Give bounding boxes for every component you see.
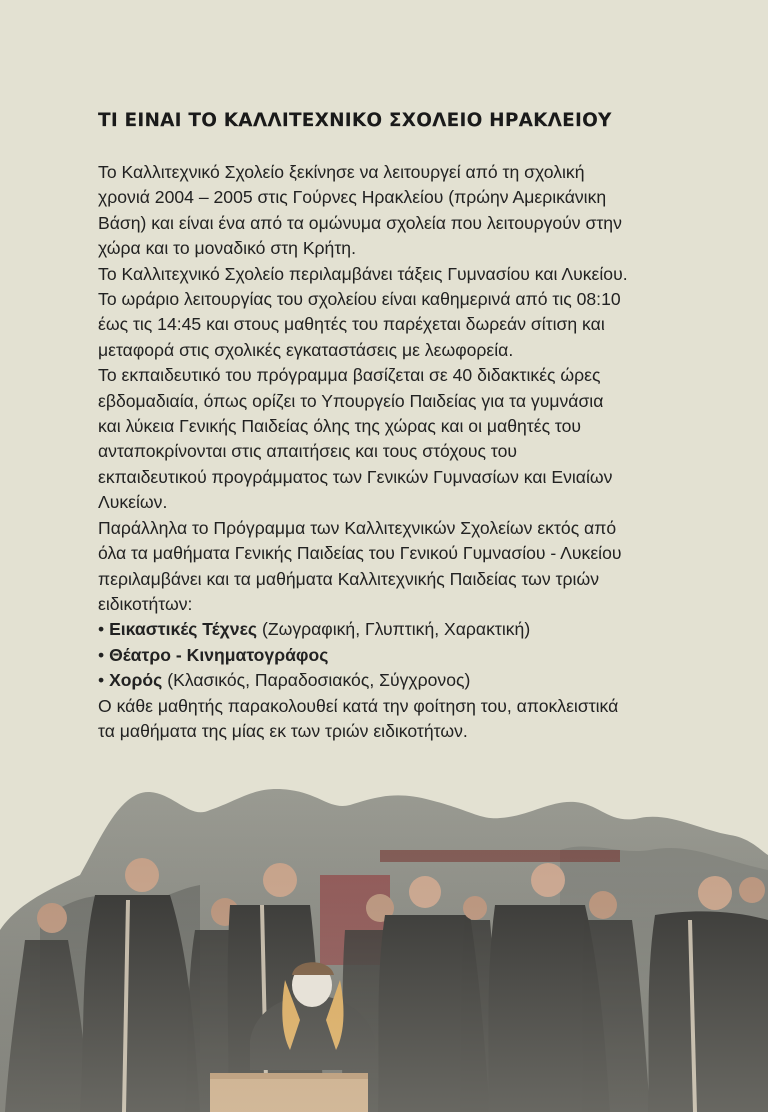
text-line: όλα τα μαθήματα Γενικής Παιδείας του Γενικού Γυμνασίου - Λυκείου [98,543,622,564]
specialty-name: Χορός [109,670,163,691]
specialty-item [98,643,738,668]
specialty-item [98,617,738,642]
text-line: Λυκείων. [98,492,168,513]
body-text [98,160,738,744]
text-line: μεταφορά στις σχολικές εγκαταστάσεις με λεωφορεία. [98,339,514,360]
page-title: ΤΙ ΕΙΝΑΙ ΤΟ ΚΑΛΛΙΤΕΧΝΙΚΟ ΣΧΟΛΕΙΟ ΗΡΑΚΛΕΙΟΥ [98,110,612,131]
specialty-item [98,668,738,693]
specialty-name: Θέατρο - Κινηματογράφος [109,644,329,665]
text-line: Το Καλλιτεχνικό Σχολείο ξεκίνησε να λειτουργεί από τη σχολική [98,162,585,182]
text-line: ανταποκρίνονται στις απαιτήσεις και τους στόχους του [98,441,518,462]
text-line: Βάση) και είναι ένα από τα ομώνυμα σχολεία που λειτουργούν στην [98,212,622,233]
text-line: ειδικοτήτων: [98,593,193,614]
text-line: χώρα και το μοναδικό στη Κρήτη. [98,238,356,259]
text-line: Το εκπαιδευτικό του πρόγραμμα βασίζεται σε 40 διδακτικές ώρες [98,365,601,386]
text-line: Το ωράριο λειτουργίας του σχολείου είναι καθημερινά από τις 08:10 [98,289,621,310]
text-line: και λύκεια Γενικής Παιδείας όλης της χώρας και οι μαθητές του [98,416,582,437]
bullet: • [98,644,105,665]
specialty-detail: (Ζωγραφική, Γλυπτική, Χαρακτική) [261,619,531,640]
text-line: εβδομαδιαία, όπως ορίζει το Υπουργείο Παιδείας για τα γυμνάσια [98,390,604,411]
text-line: Παράλληλα το Πρόγραμμα των Καλλιτεχνικών Σχολείων εκτός από [98,517,617,538]
specialty-detail: (Κλασικός, Παραδοσιακός, Σύγχρονος) [167,670,471,691]
text-line: τα μαθήματα της μίας εκ των τριών ειδικοτήτων. [98,720,468,741]
text-line: έως τις 14:45 και στους μαθητές του παρέχεται δωρεάν σίτιση και [98,314,605,335]
bullet: • [98,619,105,640]
specialty-name: Εικαστικές Τέχνες [109,619,258,640]
theatre-performance-photo [0,780,768,1112]
text-line: περιλαμβάνει και τα μαθήματα Καλλιτεχνικής Παιδείας των τριών [98,568,599,589]
text-line: χρονιά 2004 – 2005 στις Γούρνες Ηρακλείου (πρώην Αμερικάνικη [98,187,607,208]
text-line: Το Καλλιτεχνικό Σχολείο περιλαμβάνει τάξεις Γυμνασίου και Λυκείου. [98,263,628,284]
text-line: Ο κάθε μαθητής παρακολουθεί κατά την φοίτηση του, αποκλειστικά [98,695,619,716]
bullet: • [98,670,105,691]
text-line: εκπαιδευτικού προγράμματος των Γενικών Γυμνασίων και Ενιαίων [98,466,613,487]
